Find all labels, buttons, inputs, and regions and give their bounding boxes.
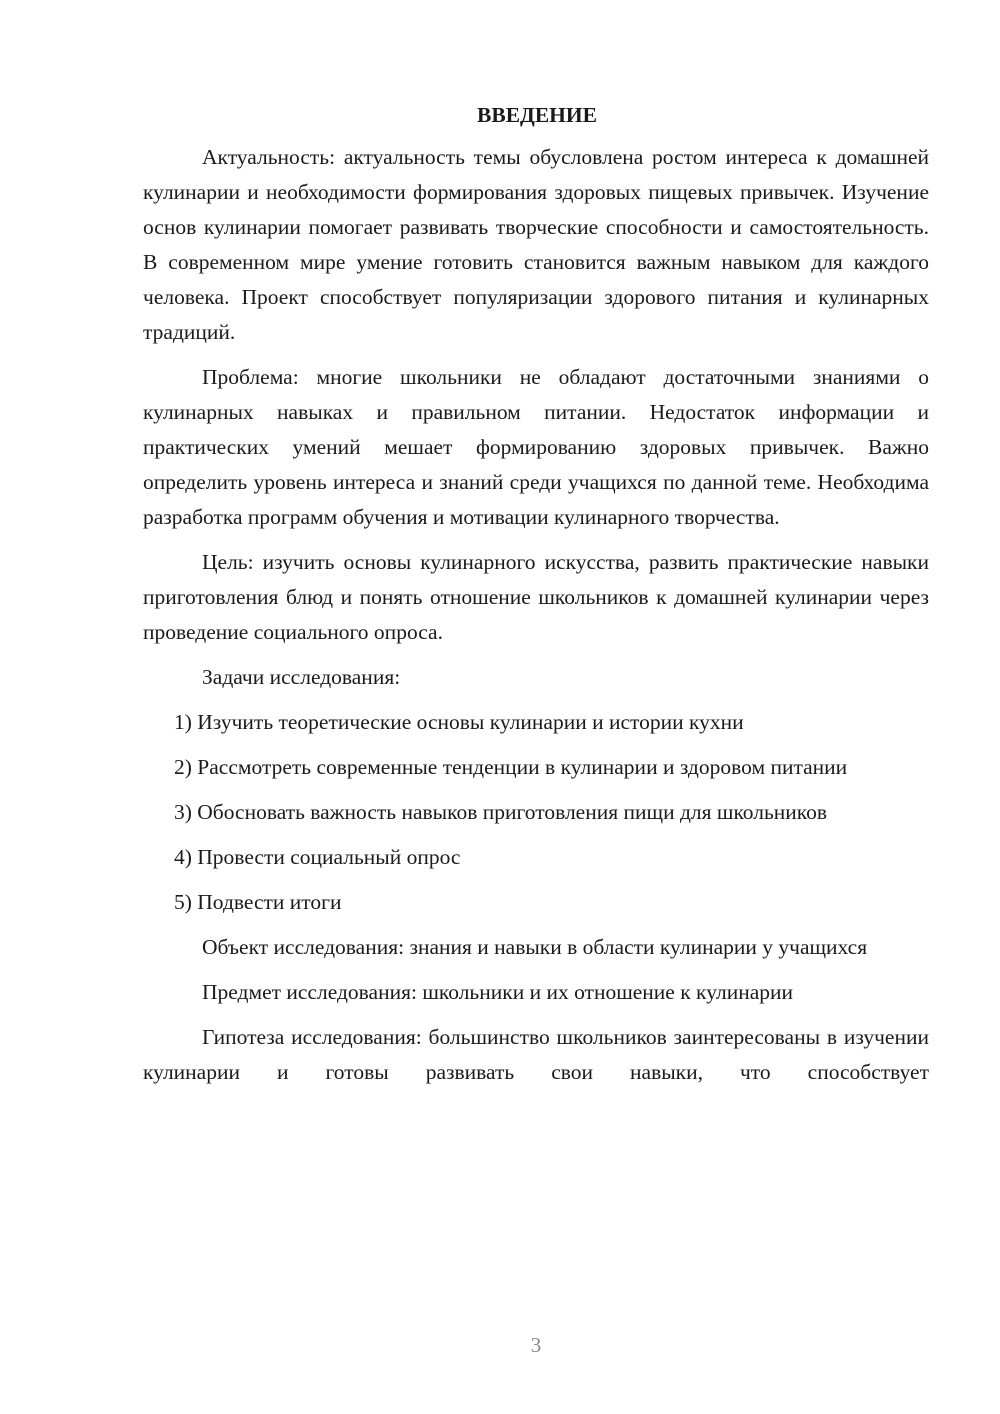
object-paragraph: Объект исследования: знания и навыки в области кулинарии у учащихся [202, 935, 868, 959]
tasks-title: Задачи исследования: [202, 665, 401, 689]
hypothesis-paragraph: Гипотеза исследования: большинство школьников заинтересованы в изучении кулинарии и готовы развивать свои навыки, что способствует [143, 1025, 929, 1084]
task-item-1: 1) Изучить теоретические основы кулинарии и истории кухни [174, 710, 744, 734]
task-item-4: 4) Провести социальный опрос [174, 845, 461, 869]
page-number: 3 [530, 1333, 542, 1357]
task-item-5: 5) Подвести итоги [174, 890, 342, 914]
relevance-paragraph: Актуальность: актуальность темы обусловлена ростом интереса к домашней кулинарии и необходимости формирования здоровых пищевых привычек. Изучение основ кулинарии помогает развивать творческие способности и самостоятельность. В современном мире умение готовить становится важным навыком для каждого человека. Проект способствует популяризации здорового питания и кулинарных традиций. [143, 145, 929, 344]
subject-paragraph: Предмет исследования: школьники и их отношение к кулинарии [202, 980, 794, 1004]
task-item-3: 3) Обосновать важность навыков приготовления пищи для школьников [174, 800, 828, 824]
page-content [143, 98, 929, 1100]
section-heading: ВВЕДЕНИЕ [477, 103, 597, 127]
task-item-2: 2) Рассмотреть современные тенденции в кулинарии и здоровом питании [174, 755, 848, 779]
goal-paragraph: Цель: изучить основы кулинарного искусства, развить практические навыки приготовления блюд и понять отношение школьников к домашней кулинарии через проведение социального опроса. [143, 550, 929, 644]
problem-paragraph: Проблема: многие школьники не обладают достаточными знаниями о кулинарных навыках и правильном питании. Недостаток информации и практических умений мешает формированию здоровых привычек. Важно определить уровень интереса и знаний среди учащихся по данной теме. Необходима разработка программ обучения и мотивации кулинарного творчества. [143, 365, 929, 529]
